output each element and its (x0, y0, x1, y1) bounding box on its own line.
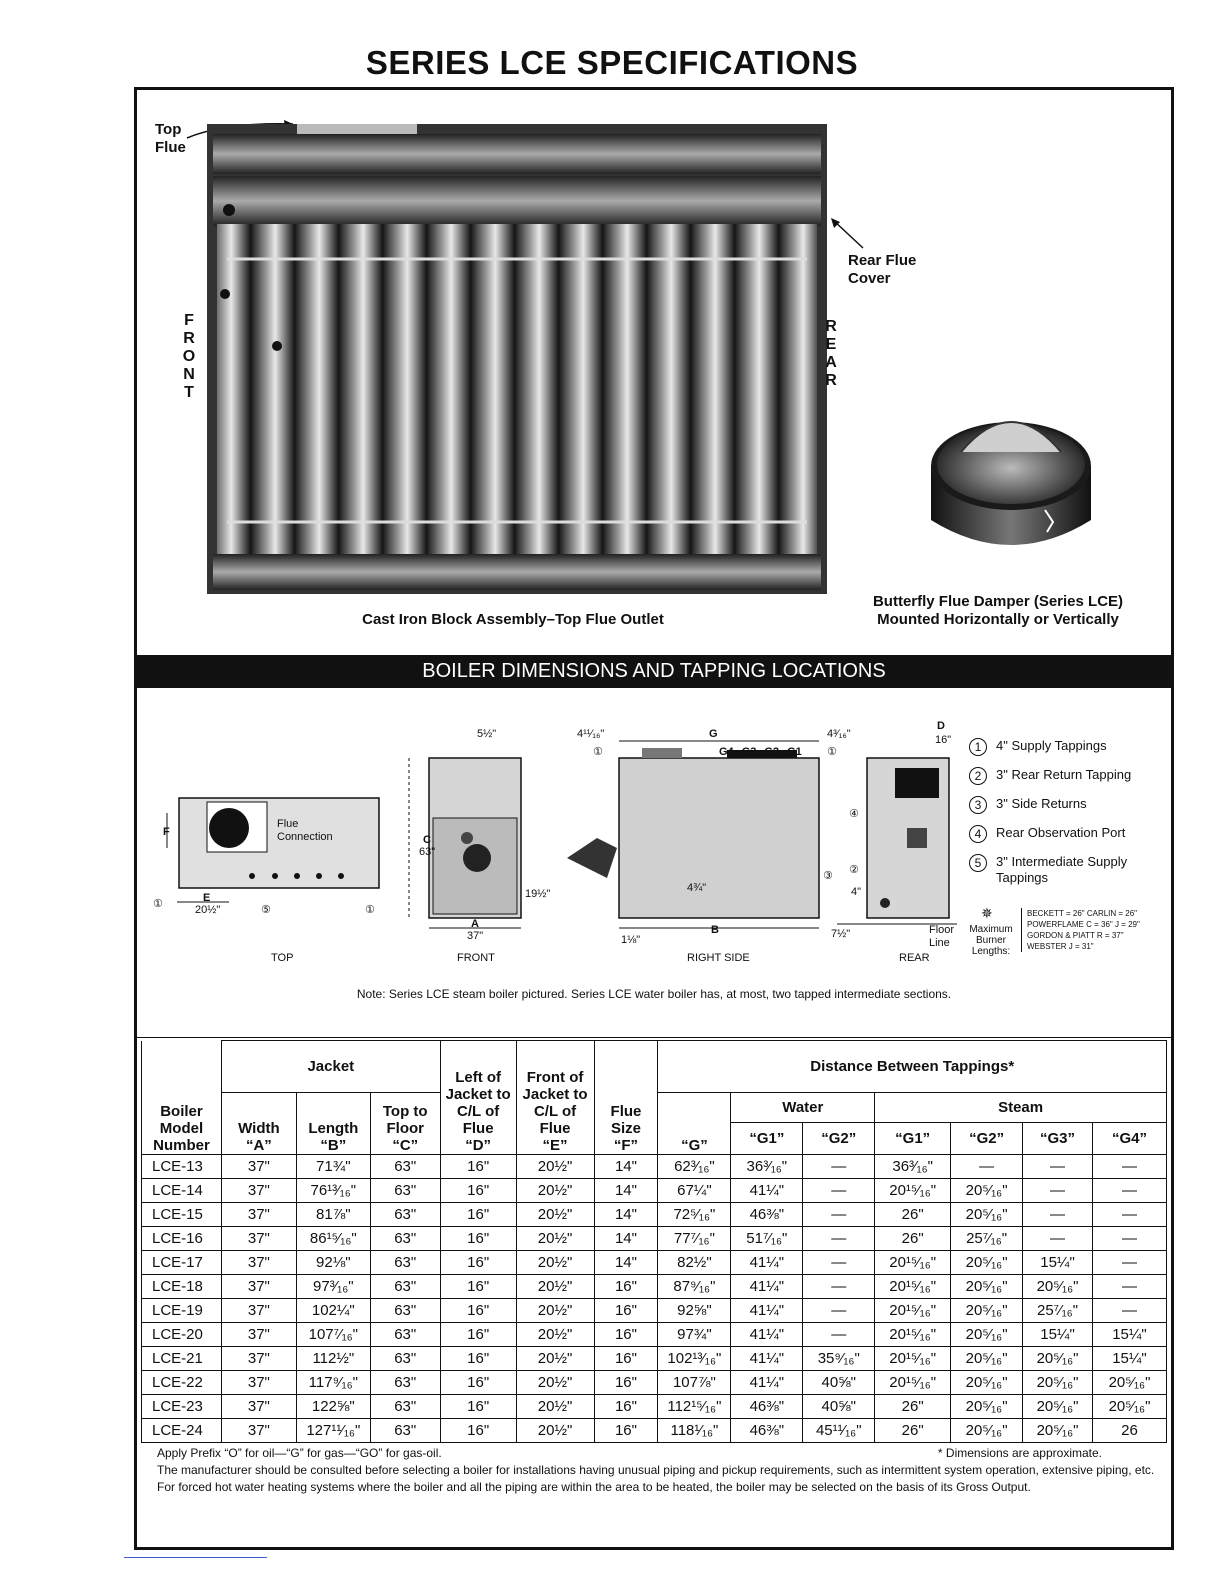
flue-connection-label: Flue Connection (277, 818, 333, 843)
model-cell: LCE-18 (142, 1275, 222, 1299)
table-cell: 36³⁄₁₆" (875, 1155, 951, 1179)
model-cell: LCE-15 (142, 1203, 222, 1227)
table-cell: 37" (221, 1275, 296, 1299)
table-cell: 20⁵⁄₁₆" (951, 1299, 1023, 1323)
table-cell: 16" (440, 1155, 516, 1179)
table-cell: 20½" (516, 1227, 594, 1251)
dim-e: E (203, 892, 211, 904)
table-cell: 37" (221, 1155, 296, 1179)
table-cell: 63" (370, 1227, 440, 1251)
table-cell: 82½" (658, 1251, 731, 1275)
table-cell: 25⁷⁄₁₆" (1023, 1299, 1093, 1323)
table-cell: 62³⁄₁₆" (658, 1155, 731, 1179)
table-row (142, 1419, 1167, 1443)
table-cell: — (1092, 1251, 1166, 1275)
table-cell: 63" (370, 1299, 440, 1323)
table-cell: — (1092, 1203, 1166, 1227)
view-label-rear: REAR (899, 952, 930, 964)
table-cell: 87⁹⁄₁₆" (658, 1275, 731, 1299)
table-cell: 26" (875, 1227, 951, 1251)
burner-lengths-list: BECKETT = 26" CARLIN = 26" POWERFLAME C = 36" J = 29" GORDON & PIATT R = 37" WEBSTER J = 31" (1021, 908, 1140, 952)
table-cell: 15¼" (1092, 1323, 1166, 1347)
approx-note: * Dimensions are approximate. (937, 1446, 1102, 1460)
table-cell: 118¹⁄₁₆" (658, 1419, 731, 1443)
table-cell: 37" (221, 1395, 296, 1419)
table-cell: — (1023, 1179, 1093, 1203)
table-cell: 20½" (516, 1251, 594, 1275)
dim-g: G (709, 728, 718, 740)
model-cell: LCE-19 (142, 1299, 222, 1323)
col-header-water-g1: “G1” (731, 1123, 803, 1155)
page-bottom-rule (124, 1557, 267, 1558)
dim-c-value: 63" (419, 846, 436, 858)
g-tapping-labels: G4 G3 G2 G1 (719, 746, 802, 758)
table-cell: 46⅜" (731, 1395, 803, 1419)
model-cell: LCE-16 (142, 1227, 222, 1251)
table-cell: 72⁵⁄₁₆" (658, 1203, 731, 1227)
legend-item: 5 3" Intermediate Supply Tappings (969, 854, 1131, 888)
table-cell: 127¹¹⁄₁₆" (296, 1419, 370, 1443)
table-cell: 63" (370, 1179, 440, 1203)
table-cell: 20¹⁵⁄₁₆" (875, 1251, 951, 1275)
spec-table-body (142, 1155, 1167, 1443)
prefix-note: Apply Prefix “O” for oil—“G” for gas—“GO” for gas-oil. (157, 1446, 442, 1460)
model-cell: LCE-13 (142, 1155, 222, 1179)
table-cell: 16" (594, 1395, 658, 1419)
model-cell: LCE-24 (142, 1419, 222, 1443)
table-cell: 20½" (516, 1323, 594, 1347)
table-cell: 26 (1092, 1419, 1166, 1443)
table-cell: 41¼" (731, 1371, 803, 1395)
dim-4-11-16: 4¹¹⁄₁₆" (577, 728, 605, 740)
col-header-g: “G” (658, 1093, 731, 1155)
table-cell: 16" (440, 1251, 516, 1275)
table-cell: 41¼" (731, 1179, 803, 1203)
table-cell: 112¹⁵⁄₁₆" (658, 1395, 731, 1419)
table-cell: 20½" (516, 1371, 594, 1395)
table-row (142, 1179, 1167, 1203)
dim-c: C (423, 834, 431, 846)
model-cell: LCE-20 (142, 1323, 222, 1347)
dim-1-1-8: 1⅛" (621, 934, 641, 946)
table-cell: 92⅛" (296, 1251, 370, 1275)
table-cell: 71¾" (296, 1155, 370, 1179)
table-cell: 46⅜" (731, 1203, 803, 1227)
table-cell: 76¹³⁄₁₆" (296, 1179, 370, 1203)
table-cell: — (803, 1227, 875, 1251)
table-cell: 20⁵⁄₁₆" (951, 1275, 1023, 1299)
legend-number: 4 (969, 825, 987, 843)
rear-side-label: R E A R (825, 318, 837, 389)
legend-number: 3 (969, 796, 987, 814)
col-header-steam-g1: “G1” (875, 1123, 951, 1155)
table-cell: 37" (221, 1251, 296, 1275)
table-cell: — (1092, 1299, 1166, 1323)
table-cell: 20½" (516, 1203, 594, 1227)
table-cell: 20¹⁵⁄₁₆" (875, 1275, 951, 1299)
dim-d-value: 16" (935, 734, 952, 746)
table-cell: — (1092, 1179, 1166, 1203)
table-cell: 102¹³⁄₁₆" (658, 1347, 731, 1371)
col-header-top-to-floor: Top to Floor “C” (370, 1093, 440, 1155)
table-cell: 20⁵⁄₁₆" (951, 1419, 1023, 1443)
table-cell: — (803, 1203, 875, 1227)
table-cell: 63" (370, 1155, 440, 1179)
table-cell: 37" (221, 1347, 296, 1371)
table-cell: — (1023, 1203, 1093, 1227)
table-cell: 20⁵⁄₁₆" (1092, 1395, 1166, 1419)
table-row (142, 1347, 1167, 1371)
table-cell: 20¹⁵⁄₁₆" (875, 1347, 951, 1371)
rear-flue-cover-arrow (827, 216, 867, 252)
table-cell: — (1092, 1155, 1166, 1179)
table-cell: 40⅝" (803, 1395, 875, 1419)
dim-5half: 5½" (477, 728, 497, 740)
table-cell: 16" (594, 1371, 658, 1395)
table-cell: 16" (440, 1179, 516, 1203)
page-title: SERIES LCE SPECIFICATIONS (365, 44, 859, 81)
table-cell: 63" (370, 1275, 440, 1299)
table-cell: 37" (221, 1203, 296, 1227)
table-cell: 14" (594, 1251, 658, 1275)
damper-caption-line-2: Mounted Horizontally or Vertically (877, 611, 1119, 628)
table-cell: 63" (370, 1323, 440, 1347)
cast-iron-block-photo (207, 124, 827, 594)
circle-1-side-left: ① (593, 746, 603, 758)
dim-4-3-16: 4³⁄₁₆" (827, 728, 851, 740)
col-header-steam-g4: “G4” (1092, 1123, 1166, 1155)
table-cell: 63" (370, 1419, 440, 1443)
table-cell: 36³⁄₁₆" (731, 1155, 803, 1179)
table-cell: — (1092, 1227, 1166, 1251)
legend-number: 2 (969, 767, 987, 785)
col-header-length: Length “B” (296, 1093, 370, 1155)
table-cell: — (1092, 1275, 1166, 1299)
col-header-steam: Steam (875, 1093, 1167, 1123)
dim-4-3-4: 4¾" (687, 882, 707, 894)
table-cell: — (803, 1299, 875, 1323)
table-cell: 41¼" (731, 1299, 803, 1323)
table-cell: 16" (594, 1347, 658, 1371)
col-header-distance: Distance Between Tappings* (658, 1041, 1167, 1093)
table-cell: 14" (594, 1203, 658, 1227)
table-cell: — (803, 1275, 875, 1299)
table-cell: 16" (440, 1227, 516, 1251)
circle-2-rear: ② (849, 864, 859, 876)
burner-star-icon: ✵ (981, 905, 993, 921)
table-cell: 16" (594, 1299, 658, 1323)
table-cell: 15¼" (1023, 1251, 1093, 1275)
model-cell: LCE-14 (142, 1179, 222, 1203)
table-cell: 122⅝" (296, 1395, 370, 1419)
table-cell: 63" (370, 1251, 440, 1275)
model-cell: LCE-21 (142, 1347, 222, 1371)
damper-caption (843, 593, 1153, 629)
table-cell: 16" (440, 1347, 516, 1371)
table-cell: 14" (594, 1155, 658, 1179)
col-header-left-of-jacket: Left of Jacket to C/L of Flue “D” (440, 1041, 516, 1155)
table-cell: 63" (370, 1395, 440, 1419)
table-cell: 20¹⁵⁄₁₆" (875, 1371, 951, 1395)
dim-a: A (471, 918, 479, 930)
table-cell: 16" (440, 1371, 516, 1395)
table-cell: 20⁵⁄₁₆" (951, 1371, 1023, 1395)
butterfly-damper-photo (925, 402, 1097, 562)
table-cell: — (951, 1155, 1023, 1179)
table-cell: — (1023, 1155, 1093, 1179)
table-cell: — (803, 1155, 875, 1179)
table-row (142, 1155, 1167, 1179)
table-cell: 92⅝" (658, 1299, 731, 1323)
footnotes (157, 1445, 1162, 1496)
table-cell: 20¹⁵⁄₁₆" (875, 1299, 951, 1323)
rear-flue-cover-label: Rear Flue Cover (848, 252, 917, 287)
table-cell: 20⁵⁄₁₆" (1023, 1395, 1093, 1419)
table-cell: 26" (875, 1203, 951, 1227)
table-cell: 102¼" (296, 1299, 370, 1323)
table-cell: 41¼" (731, 1275, 803, 1299)
table-cell: 97³⁄₁₆" (296, 1275, 370, 1299)
dim-d: D (937, 720, 945, 732)
table-cell: 37" (221, 1299, 296, 1323)
front-side-label: F R O N T (182, 312, 196, 401)
top-flue-label: Top Flue (155, 121, 186, 156)
manufacturer-note: The manufacturer should be consulted before selecting a boiler for installations having unusual piping and pickup requirements, such as intermittent system operation, extensive piping, etc. For forced hot water heating systems where the boiler and all the piping are within the area to be heated, the boiler may be selected on the basis of its Gross Output. (157, 1463, 1155, 1494)
table-cell: 20¹⁵⁄₁₆" (875, 1179, 951, 1203)
view-label-top: TOP (271, 952, 294, 964)
table-row (142, 1275, 1167, 1299)
table-cell: 63" (370, 1347, 440, 1371)
table-cell: 20½" (516, 1275, 594, 1299)
table-cell: 20⁵⁄₁₆" (1092, 1371, 1166, 1395)
table-cell: 81⅞" (296, 1203, 370, 1227)
table-cell: 20⁵⁄₁₆" (951, 1347, 1023, 1371)
burner-lengths-title: Maximum Burner Lengths: (969, 924, 1013, 957)
table-cell: 37" (221, 1371, 296, 1395)
table-cell: 41¼" (731, 1251, 803, 1275)
view-label-right-side: RIGHT SIDE (687, 952, 750, 964)
table-row (142, 1299, 1167, 1323)
damper-caption-line-1: Butterfly Flue Damper (Series LCE) (872, 593, 1124, 610)
table-row (142, 1323, 1167, 1347)
table-cell: 41¼" (731, 1347, 803, 1371)
table-cell: 63" (370, 1203, 440, 1227)
table-cell: 46⅜" (731, 1419, 803, 1443)
table-cell: 20⁵⁄₁₆" (1023, 1347, 1093, 1371)
circle-5-top: ⑤ (261, 904, 271, 916)
table-row (142, 1227, 1167, 1251)
table-cell: 67¼" (658, 1179, 731, 1203)
table-cell: 112½" (296, 1347, 370, 1371)
table-cell: 107⁷⁄₁₆" (296, 1323, 370, 1347)
table-cell: 16" (440, 1323, 516, 1347)
view-label-front: FRONT (457, 952, 495, 964)
table-cell: 20½" (516, 1299, 594, 1323)
table-cell: 40⅝" (803, 1371, 875, 1395)
table-row (142, 1203, 1167, 1227)
legend-item: 1 4" Supply Tappings (969, 738, 1131, 767)
table-cell: 117⁹⁄₁₆" (296, 1371, 370, 1395)
table-cell: 16" (440, 1299, 516, 1323)
floor-line-label: Floor Line (929, 924, 955, 949)
table-cell: 37" (221, 1323, 296, 1347)
legend-number: 5 (969, 854, 987, 872)
table-cell: 16" (440, 1419, 516, 1443)
legend-item: 3 3" Side Returns (969, 796, 1131, 825)
table-cell: 20⁵⁄₁₆" (951, 1179, 1023, 1203)
spec-sheet-frame (134, 87, 1174, 1550)
table-cell: 15¼" (1092, 1347, 1166, 1371)
dim-b: B (711, 924, 719, 936)
col-header-steam-g3: “G3” (1023, 1123, 1093, 1155)
table-cell: 25⁷⁄₁₆" (951, 1227, 1023, 1251)
table-cell: 16" (440, 1275, 516, 1299)
table-cell: 16" (594, 1323, 658, 1347)
legend-number: 1 (969, 738, 987, 756)
table-cell: 20⁵⁄₁₆" (1023, 1275, 1093, 1299)
drawing-note: Note: Series LCE steam boiler pictured. Series LCE water boiler has, at most, two tapped intermediate sections. (356, 987, 952, 1001)
table-cell: 37" (221, 1227, 296, 1251)
table-cell: 107⅞" (658, 1371, 731, 1395)
table-row (142, 1395, 1167, 1419)
table-cell: 20½" (516, 1419, 594, 1443)
table-cell: 86¹⁵⁄₁₆" (296, 1227, 370, 1251)
table-cell: 20⁵⁄₁₆" (951, 1251, 1023, 1275)
table-cell: 41¼" (731, 1323, 803, 1347)
table-cell: 97¾" (658, 1323, 731, 1347)
legend-item: 4 Rear Observation Port (969, 825, 1131, 854)
table-cell: 16" (594, 1419, 658, 1443)
table-cell: 16" (440, 1395, 516, 1419)
table-cell: 45¹¹⁄₁₆" (803, 1419, 875, 1443)
dim-f: F (163, 826, 170, 838)
table-row (142, 1371, 1167, 1395)
circle-1-top-right: ① (365, 904, 375, 916)
table-cell: 20⁵⁄₁₆" (951, 1323, 1023, 1347)
model-cell: LCE-23 (142, 1395, 222, 1419)
legend-item: 2 3" Rear Return Tapping (969, 767, 1131, 796)
table-cell: 20½" (516, 1395, 594, 1419)
circle-3-side: ③ (823, 870, 833, 882)
col-header-water-g2: “G2” (803, 1123, 875, 1155)
table-cell: — (1023, 1227, 1093, 1251)
table-cell: 37" (221, 1179, 296, 1203)
table-cell: 20⁵⁄₁₆" (1023, 1419, 1093, 1443)
circle-1-top-left: ① (153, 898, 163, 910)
specifications-table (141, 1040, 1167, 1443)
col-header-width: Width “A” (221, 1093, 296, 1155)
col-header-model: Boiler Model Number (142, 1041, 222, 1155)
table-cell: 51⁷⁄₁₆" (731, 1227, 803, 1251)
col-header-steam-g2: “G2” (951, 1123, 1023, 1155)
tapping-legend (969, 738, 1131, 888)
block-caption: Cast Iron Block Assembly–Top Flue Outlet (362, 611, 664, 628)
section-band: BOILER DIMENSIONS AND TAPPING LOCATIONS (137, 655, 1171, 688)
col-header-front-of-jacket: Front of Jacket to C/L of Flue “E” (516, 1041, 594, 1155)
circle-1-side-right: ① (827, 746, 837, 758)
circle-4-rear: ④ (849, 808, 859, 820)
table-cell: 63" (370, 1371, 440, 1395)
dim-e-value: 20½" (195, 904, 221, 916)
table-cell: 26" (875, 1419, 951, 1443)
table-cell: — (803, 1179, 875, 1203)
dim-19half: 19½" (525, 888, 551, 900)
table-cell: 77⁷⁄₁₆" (658, 1227, 731, 1251)
dim-7half: 7½" (831, 928, 851, 940)
table-cell: 20¹⁵⁄₁₆" (875, 1323, 951, 1347)
table-cell: 16" (440, 1203, 516, 1227)
table-cell: — (803, 1323, 875, 1347)
table-cell: 20⁵⁄₁₆" (1023, 1371, 1093, 1395)
table-cell: 20½" (516, 1179, 594, 1203)
dim-4-rear: 4" (851, 886, 862, 898)
table-cell: 26" (875, 1395, 951, 1419)
model-cell: LCE-17 (142, 1251, 222, 1275)
dim-a-value: 37" (467, 930, 484, 942)
table-cell: 20½" (516, 1347, 594, 1371)
table-divider (137, 1037, 1171, 1038)
table-cell: 14" (594, 1179, 658, 1203)
table-cell: 20⁵⁄₁₆" (951, 1395, 1023, 1419)
table-cell: 14" (594, 1227, 658, 1251)
col-header-water: Water (731, 1093, 875, 1123)
table-row (142, 1251, 1167, 1275)
model-cell: LCE-22 (142, 1371, 222, 1395)
table-cell: 20½" (516, 1155, 594, 1179)
col-header-flue-size: Flue Size “F” (594, 1041, 658, 1155)
table-cell: 16" (594, 1275, 658, 1299)
table-cell: — (803, 1251, 875, 1275)
table-cell: 37" (221, 1419, 296, 1443)
table-cell: 15¼" (1023, 1323, 1093, 1347)
col-header-jacket: Jacket (221, 1041, 440, 1093)
table-cell: 20⁵⁄₁₆" (951, 1203, 1023, 1227)
table-cell: 35⁹⁄₁₆" (803, 1347, 875, 1371)
